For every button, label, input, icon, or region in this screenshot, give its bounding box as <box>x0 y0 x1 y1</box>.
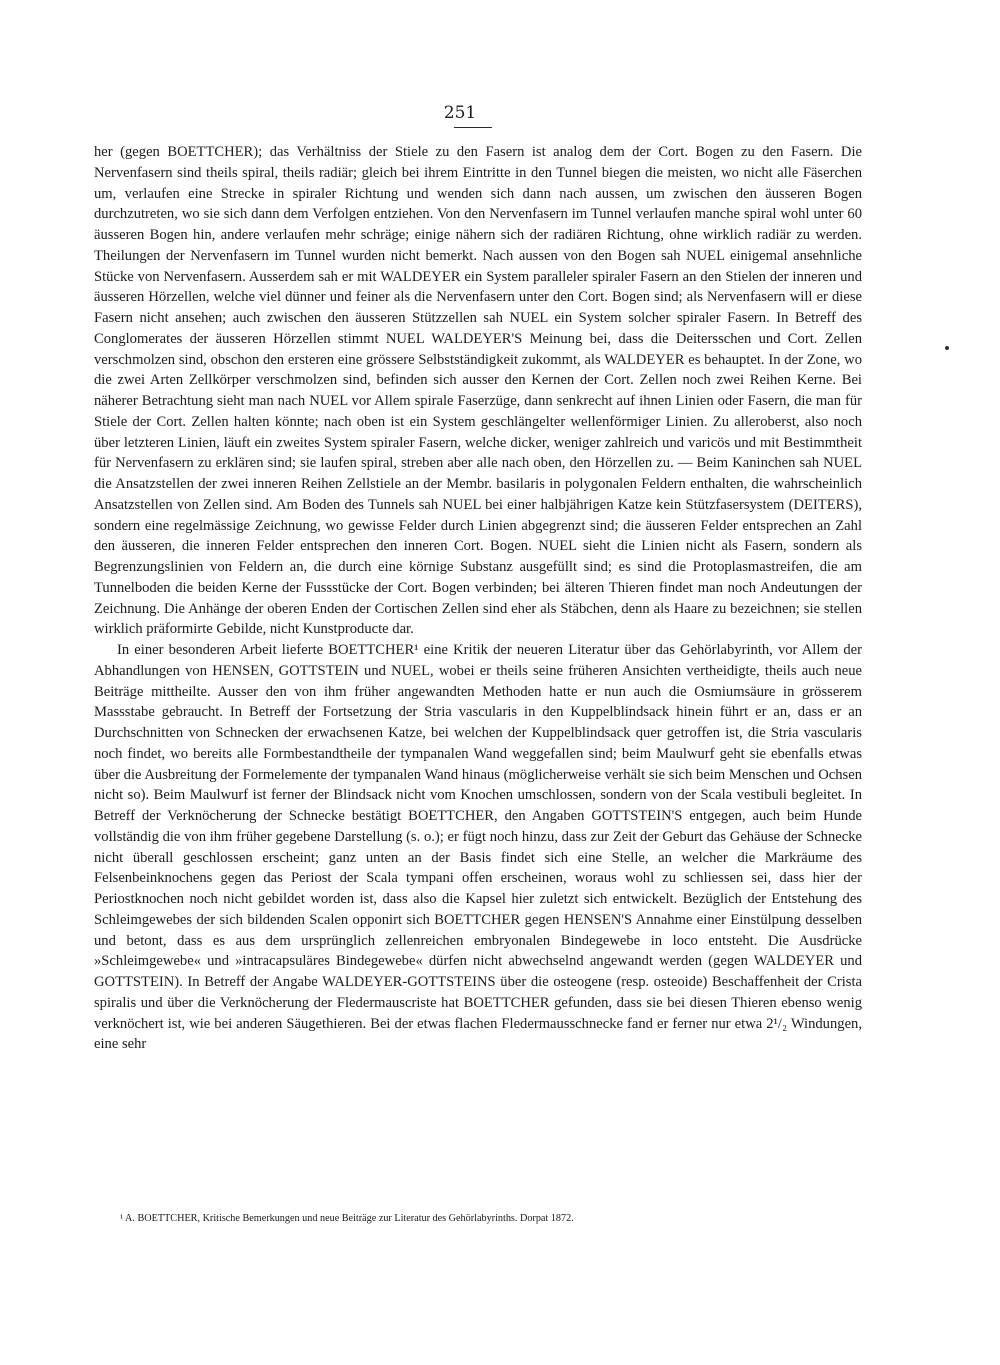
margin-mark <box>945 346 949 350</box>
paragraph-1: her (gegen BOETTCHER); das Verhältniss der Stiele zu den Fasern ist analog dem der Cort. Bogen zu den Fasern. Die Nervenfasern sind theils spiral, theils radiär; gleich bei ihrem Eintritte in den Tunnel biegen die meisten, wo nicht alle Fäserchen um, verlaufen eine Strecke in spiraler Richtung und wenden sich dann nach aussen, um zwischen den äusseren Bogen durchzutreten, wo sie sich dann dem Verfolgen entziehen. Von den Nervenfasern im Tunnel verlaufen manche spiral wohl unter 60 äusseren Bogen hin, andere verlaufen mehr schräge; einige nähern sich der radiären Richtung, ohne wirklich radiär zu werden. Theilungen der Nervenfasern im Tunnel wurden nicht bemerkt. Nach aussen von den Bogen sah NUEL einigemal ansehnliche Stücke von Nervenfasern. Ausserdem sah er mit WALDEYER ein System paralleler spiraler Fasern an den Stielen der inneren und äusseren Hörzellen, welche viel dünner und feiner als die Nervenfasern unter den Cort. Bogen sind; als Nervenfasern will er diese Fasern nicht ansehen; auch zwischen den äusseren Stützzellen sah NUEL ein System solcher spiraler Fasern. In Betreff des Conglomerates der äusseren Hörzellen stimmt NUEL WALDEYER'S Meinung bei, dass die Deitersschen und Cort. Zellen verschmolzen sind, obschon den ersteren eine grössere Selbstständigkeit zukommt, als WALDEYER es behauptet. In der Zone, wo die zwei Arten Zellkörper verschmolzen sind, befinden sich ausser den Kernen der Cort. Zellen noch zwei Reihen Kerne. Bei näherer Betrachtung sieht man nach NUEL vor Allem spirale Faserzüge, dann senkrecht auf ihnen Linien oder Fasern, die man für Stiele der Cort. Zellen halten könnte; nach oben ist ein System geschlängelter wellenförmiger Linien. Zu alleroberst, also noch über letzteren Linien, läuft ein zweites System spiraler Fasern, welche dicker, weniger zahlreich und varicös und mit Bestimmtheit für Nervenfasern zu erklären sind; sie laufen spiral, streben aber alle nach oben, den Hörzellen zu. — Beim Kaninchen sah NUEL die Ansatzstellen der zwei inneren Reihen Zellstiele an der Membr. basilaris in polygonalen Feldern enthalten, die wahrscheinlich Ansatzstellen von Zellen sind. Am Boden des Tunnels sah NUEL bei einer halbjährigen Katze kein Stützfasersystem (DEITERS), sondern eine regelmässige Zeichnung, wo gewisse Felder durch Linien abgegrenzt sind; die äusseren Felder entsprechen an Zahl den äusseren, die inneren Felder entsprechen den inneren Cort. Bogen. NUEL sieht die Linien nicht als Fasern, sondern als Begrenzungslinien von Feldern an, die durch eine körnige Substanz ausgefüllt sind; es sind die Protoplasmastreifen, die am Tunnelboden die beiden Kerne der Fussstücke der Cort. Bogen verbinden; bei älteren Thieren findet man noch Andeutungen der Zeichnung. Die Anhänge der oberen Enden der Cortischen Zellen sind eher als Stäbchen, denn als Haare zu bezeichnen; sie stellen wirklich präformirte Gebilde, nicht Kunstproducte dar. <box>94 144 862 638</box>
footnote: ¹ A. BOETTCHER, Kritische Bemerkungen und neue Beiträge zur Literatur des Gehörlabyrinths. Dorpat 1872. <box>120 1213 574 1224</box>
paragraph-2: In einer besonderen Arbeit lieferte BOETTCHER¹ eine Kritik der neueren Literatur über das Gehörlabyrinth, vor Allem der Abhandlungen von HENSEN, GOTTSTEIN und NUEL, wobei er theils seine früheren Ansichten vertheidigte, theils auch neue Beiträge mittheilte. Ausser den von ihm früher angewandten Methoden hatte er nun auch die Osmiumsäure in grösserem Massstabe gebraucht. In Betreff der Fortsetzung der Stria vascularis in den Kuppelblindsack hinein führt er an, dass er an Durchschnitten von Schnecken der erwachsenen Katze, bei welchen der Kuppelblindsack quer getroffen ist, die Stria vascularis noch findet, wo bereits alle Formbestandtheile der tympanalen Wand weggefallen sind; beim Maulwurf geht sie ebenfalls etwas über die Ausbreitung der Formelemente der tympanalen Wand hinaus (möglicherweise verhält sie sich beim Menschen und Ochsen nicht so). Beim Maulwurf ist ferner der Blindsack nicht vom Knochen umschlossen, sondern von der Scala vestibuli begleitet. In Betreff der Verknöcherung der Schnecke bestätigt BOETTCHER, den Angaben GOTTSTEIN'S entgegen, auch beim Hunde vollständig die von ihm früher gegebene Darstellung (s. o.); er fügt noch hinzu, dass zur Zeit der Geburt das Gehäuse der Schnecke nicht überall geschlossen erscheint; ganz unten an der Basis findet sich eine Stelle, an welcher die Markräume des Felsenbeinknochens gegen das Periost der Scala tympani offen erscheinen, woraus wohl zu schliessen sei, dass hier der Periostknochen noch nicht gebildet worden ist, dass also die Kapsel hier zuletzt sich entwickelt. Bezüglich der Entstehung des Schleimgewebes der sich bildenden Scalen opponirt sich BOETTCHER gegen HENSEN'S Annahme einer Einstülpung desselben und betont, dass es aus dem ursprünglich zellenreichen embryonalen Bindegewebe in loco entsteht. Die Ausdrücke »Schleimgewebe« und »intracapsuläres Bindegewebe« dürfen nicht abwechselnd angewandt werden (gegen WALDEYER und GOTTSTEIN). In Betreff der Angabe WALDEYER-GOTTSTEINS über die osteogene (resp. osteoide) Beschaffenheit der Crista spiralis und über die Verknöcherung der Fledermauscriste hat BOETTCHER gefunden, dass sie bei diesen Thieren ebenso wenig verknöchert ist, wie bei anderen Säugethieren. Bei der etwas flachen Fledermausschnecke fand er ferner nur etwa 2¹/₂ Windungen, eine sehr <box>94 642 862 1053</box>
page-number: 251 <box>443 103 477 123</box>
body-text <box>94 142 862 1055</box>
page-number-rule <box>454 127 492 128</box>
